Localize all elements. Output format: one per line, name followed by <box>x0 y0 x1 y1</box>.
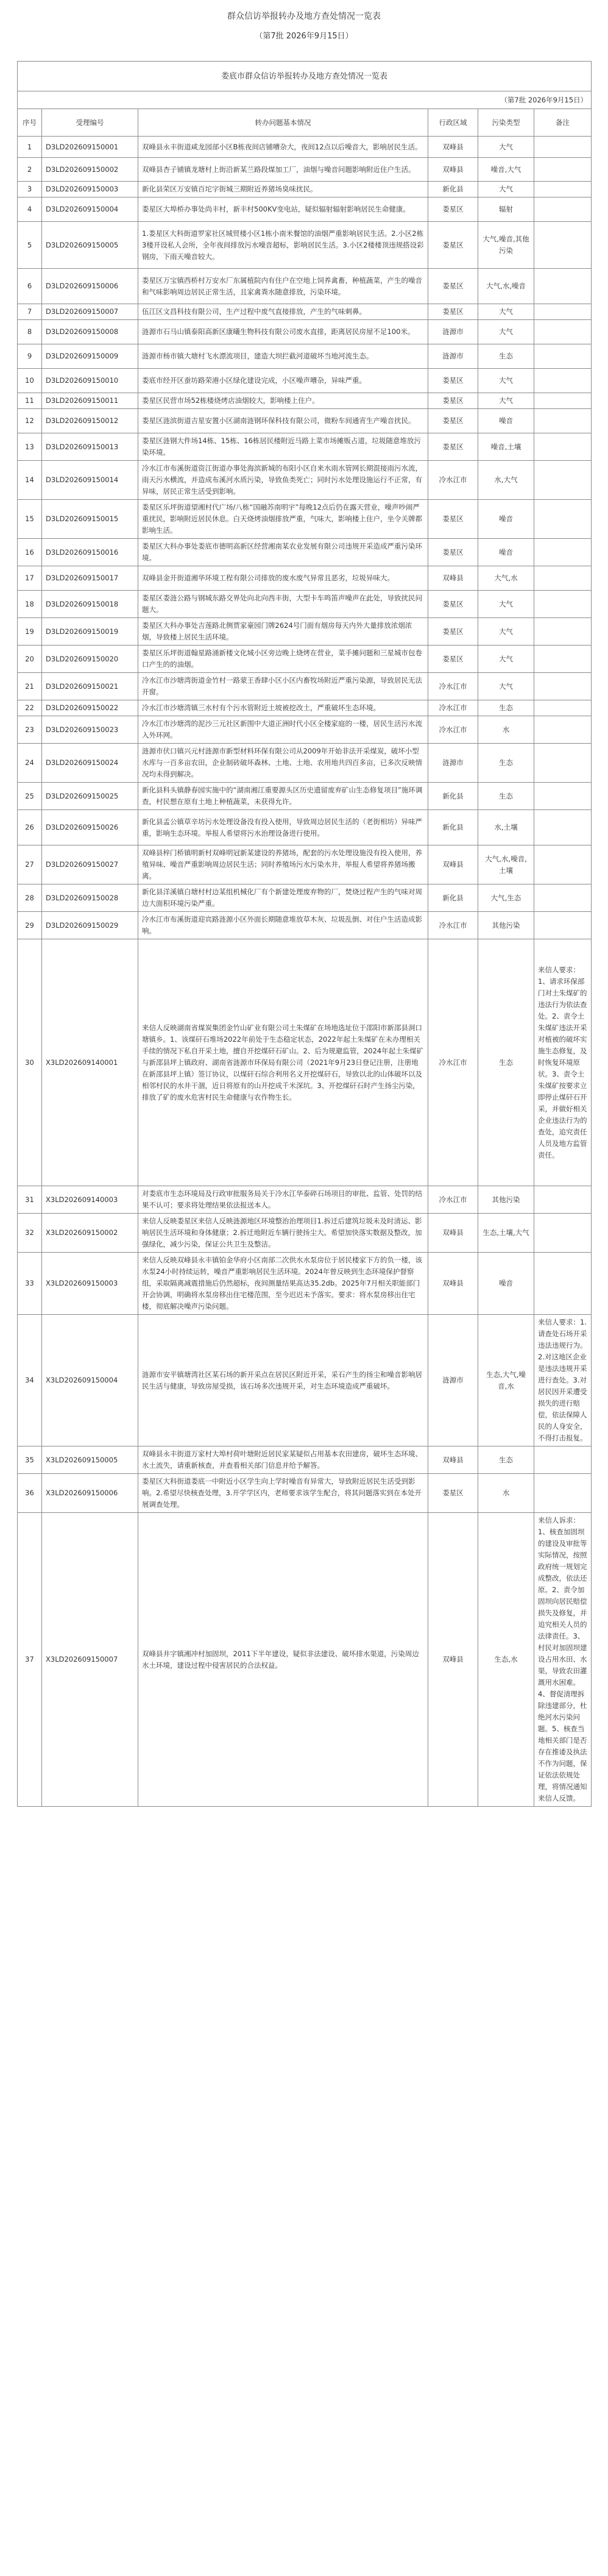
cell-note <box>534 700 592 716</box>
table-row <box>18 304 592 320</box>
cell-type: 噪音 <box>478 1253 534 1315</box>
header-id: 受理编号 <box>42 109 138 137</box>
cell-region: 冷水江市 <box>428 461 478 500</box>
cell-type: 大气,水,噪音 <box>478 269 534 304</box>
cell-note <box>534 269 592 304</box>
cell-content: 涟源市杨市镇大塘村飞水漂流项目，建造大坝拦截河道破坏当地河流生态。 <box>138 344 428 369</box>
cell-no: 24 <box>18 744 42 783</box>
header-region: 行政区域 <box>428 109 478 137</box>
cell-note: 来信人要求：1.请查处石场开采违法违规行为。2.对这地区企业是违法违规开采进行查处。3.对居民因开采遭受损失的进行赔偿，依法保障人民的人身安全，不得打击报复。 <box>534 1315 592 1446</box>
table-issue: （第7批 2026年9月15日） <box>18 91 592 109</box>
cell-type: 大气,生态 <box>478 884 534 912</box>
cell-no: 17 <box>18 566 42 591</box>
table-row <box>18 182 592 197</box>
cell-content: 娄星区大埠桥办事处尚丰村，新丰村500KV变电站，疑似辐射辐射影响居民生命健康。 <box>138 197 428 222</box>
cell-type: 噪音 <box>478 409 534 433</box>
cell-id: D3LD202609150001 <box>42 137 138 158</box>
cell-note <box>534 409 592 433</box>
cell-region: 冷水江市 <box>428 700 478 716</box>
cell-id: D3LD202609150002 <box>42 158 138 182</box>
cell-region: 娄星区 <box>428 618 478 646</box>
cell-no: 30 <box>18 939 42 1186</box>
table-row <box>18 783 592 810</box>
cell-content: 涟源市伏口镇兴元村涟源市新型材料环保有限公司从2009年开始非法开采煤炭，破坏小型水库与一百多亩农田，企业制砖破坏森林、土地、土地、农用地共四百多亩，已多次反映情况均未得到解决。 <box>138 744 428 783</box>
cell-id: D3LD202609150026 <box>42 810 138 845</box>
cell-region: 娄星区 <box>428 591 478 618</box>
complaints-table <box>17 61 592 1807</box>
cell-note <box>534 393 592 409</box>
cell-type: 噪音,土壤 <box>478 433 534 461</box>
table-row <box>18 320 592 344</box>
cell-id: D3LD202609150020 <box>42 646 138 673</box>
cell-type: 生态 <box>478 344 534 369</box>
table-issue-row <box>18 91 592 109</box>
cell-id: D3LD202609150021 <box>42 673 138 700</box>
cell-no: 31 <box>18 1186 42 1214</box>
cell-region: 涟源市 <box>428 320 478 344</box>
table-body <box>18 62 592 1807</box>
cell-type: 大气 <box>478 304 534 320</box>
cell-note <box>534 158 592 182</box>
table-row <box>18 393 592 409</box>
cell-content: 娄星区大科办事处娄底市德明高新区经营湘南某农业发展有限公司违规开采造成严重污染环境。 <box>138 539 428 566</box>
table-row <box>18 1474 592 1513</box>
cell-region: 娄星区 <box>428 304 478 320</box>
cell-note <box>534 912 592 939</box>
cell-note <box>534 673 592 700</box>
cell-type: 生态 <box>478 700 534 716</box>
cell-note <box>534 197 592 222</box>
table-row <box>18 845 592 884</box>
cell-region: 娄星区 <box>428 269 478 304</box>
cell-note <box>534 591 592 618</box>
cell-note <box>534 845 592 884</box>
table-row <box>18 673 592 700</box>
cell-no: 13 <box>18 433 42 461</box>
cell-id: D3LD202609150028 <box>42 884 138 912</box>
cell-note <box>534 344 592 369</box>
cell-id: D3LD202609150029 <box>42 912 138 939</box>
cell-id: X3LD202609150007 <box>42 1513 138 1807</box>
cell-type: 其他污染 <box>478 912 534 939</box>
cell-region: 冷水江市 <box>428 912 478 939</box>
cell-no: 4 <box>18 197 42 222</box>
cell-content: 来信人反映双峰县永丰镇铂金华府小区南部二次供水水泵房位于居民楼家下方的负一楼，该水泵24小时持续运转，噪音严重影响居民生活环境。2024年曾反映到生态环境保护督察组，采取隔离减震措施后仍然超标，夜间测量结果高达35.2db。2025年7月相关职能部门开会协调，明确将水泵房移出住宅楼范围，至今迟迟未予落实。要求：将水泵房移出住宅楼，彻底解决噪声污染问题。 <box>138 1253 428 1315</box>
table-row <box>18 1446 592 1474</box>
table-row <box>18 1513 592 1807</box>
cell-id: D3LD202609150014 <box>42 461 138 500</box>
cell-note <box>534 1474 592 1513</box>
document-title: 群众信访举报转办及地方查处情况一览表 <box>227 12 381 21</box>
cell-type: 生态 <box>478 1446 534 1474</box>
cell-content: 涟源市石马山镇泰阳高新区康曦生物科技有限公司废水直排，距离居民房屋不足100米。 <box>138 320 428 344</box>
cell-region: 娄星区 <box>428 369 478 393</box>
cell-no: 16 <box>18 539 42 566</box>
cell-id: D3LD202609150015 <box>42 500 138 539</box>
cell-no: 26 <box>18 810 42 845</box>
cell-note <box>534 222 592 269</box>
cell-no: 18 <box>18 591 42 618</box>
cell-note <box>534 1186 592 1214</box>
table-row <box>18 158 592 182</box>
cell-note: 来信人要求：1、请求环保部门对土朱煤矿的违法行为依法查处。2、责令土朱煤矿违法开采对植被的破坏实施生态修复，及时恢复环境原状。3、责令土朱煤矿按要求立即停止煤矸石开采，并做好相关企业违法行为的查处，追究责任人员及地方监管责任。 <box>534 939 592 1186</box>
table-row <box>18 646 592 673</box>
cell-no: 23 <box>18 716 42 744</box>
cell-no: 27 <box>18 845 42 884</box>
cell-region: 双峰县 <box>428 845 478 884</box>
cell-content: 新化县科头镇静春园实施中的“湖南湘江重要源头区历史遗留废弃矿山生态修复项目”施环调查，村民想在原有土地上种植蔬菜，未获得允许。 <box>138 783 428 810</box>
cell-content: 双峰县永丰街道万家村大埠村荷叶塘附近居民家某疑似占用基本农田建房，破坏生态环境、水土流失，请重新核查，并查看相关部门信息并给予解答。 <box>138 1446 428 1474</box>
cell-note <box>534 182 592 197</box>
table-row <box>18 409 592 433</box>
cell-no: 7 <box>18 304 42 320</box>
cell-content: 双峰县井字镇湘冲村加固坝，2011下半年建设，疑似非法建设、破坏排水渠道，污染周边水土环境，建设过程中侵害居民的合法权益。 <box>138 1513 428 1807</box>
table-row <box>18 912 592 939</box>
cell-type: 噪音 <box>478 500 534 539</box>
cell-type: 其他污染 <box>478 1186 534 1214</box>
cell-region: 双峰县 <box>428 1446 478 1474</box>
cell-type: 水 <box>478 1474 534 1513</box>
cell-note <box>534 369 592 393</box>
cell-id: X3LD202609150005 <box>42 1446 138 1474</box>
table-row <box>18 433 592 461</box>
cell-no: 33 <box>18 1253 42 1315</box>
cell-content: 来信人反映娄星区来信人反映涟源地区环境整治治理项目1.拆迁后建筑垃圾未及时清运、影响居民生活环境和身体健康；2.拆迁地附近车辆行驶扬尘大。希望加快落实数据及整改，加强绿化，减少污染，保证公共卫生及整洁。 <box>138 1214 428 1253</box>
cell-id: D3LD202609150017 <box>42 566 138 591</box>
cell-id: X3LD202609150003 <box>42 1253 138 1315</box>
cell-content: 娄底市经开区蚕坊路荣港小区绿化建设完成，小区噪声嘈杂，异味严重。 <box>138 369 428 393</box>
table-row <box>18 1186 592 1214</box>
cell-type: 生态 <box>478 783 534 810</box>
header-note: 备注 <box>534 109 592 137</box>
cell-region: 娄星区 <box>428 393 478 409</box>
table-row <box>18 618 592 646</box>
header-no: 序号 <box>18 109 42 137</box>
table-caption: 娄底市群众信访举报转办及地方查处情况一览表 <box>18 62 592 91</box>
cell-no: 12 <box>18 409 42 433</box>
cell-note <box>534 716 592 744</box>
cell-type: 噪音,大气 <box>478 158 534 182</box>
cell-note <box>534 1214 592 1253</box>
cell-content: 娄星区大科街道娄底一中附近小区学生向上学时噪音有异常大，导致附近居民生活受到影响。2.希望尽快核查处理，3.开学学区内，老师要求该学生配合，将其问题落实到在本处开展调查处理。 <box>138 1474 428 1513</box>
cell-note: 来信人诉求：1、核查加固坝的建设及审批等实际情况，按照政府统一规划完成整改，依法还原。2、责令加固坝向居民赔偿损失及修复，并追究相关人员的法律责任。3、村民对加固坝建设占用水田、水渠，导致农田灌溉用水困难。4、督促清理拆除违建部分，杜绝河水污染问题。5、核查当地相关部门是否存在推诿及执法不作为问题，保证依法依规处理，将情况通知来信人反馈。 <box>534 1513 592 1807</box>
table-row <box>18 500 592 539</box>
cell-note <box>534 744 592 783</box>
cell-id: D3LD202609150025 <box>42 783 138 810</box>
cell-type: 大气 <box>478 591 534 618</box>
cell-id: X3LD202609150006 <box>42 1474 138 1513</box>
cell-content: 娄星区乐坪街道望湘村代广场/八栋“国融苏南明宇”每晚12点后仍在露天营业，噪声吵闹严重扰民，影响附近居民休息。白天烧烤油烟排放严重，气味大，影响楼上住户，坐令关牌都影响生活。 <box>138 500 428 539</box>
cell-region: 新化县 <box>428 783 478 810</box>
cell-content: 冷水江市布溪街道迎宾路涟源小区外面长期随意堆放草木灰、垃圾乱倒、对住户生活造成影响。 <box>138 912 428 939</box>
cell-no: 35 <box>18 1446 42 1474</box>
cell-content: 娄星区民营市场52栋楼烧烤店油烟较大，影响楼上住户。 <box>138 393 428 409</box>
table-row <box>18 197 592 222</box>
cell-id: D3LD202609150003 <box>42 182 138 197</box>
cell-no: 21 <box>18 673 42 700</box>
header-content: 转办问题基本情况 <box>138 109 428 137</box>
cell-content: 娄星区乐坪街道翰星路涌新楼文化城小区旁边晚上烧烤在营业，菜手摊问题和三星城市包卷口产生的的油烟。 <box>138 646 428 673</box>
cell-content: 涟源市安平镇塘湾社区某石场的新开采点在居民区附近开采，采石产生的扬尘和噪音影响居民生活与健康，导致房屋受损，该石场多次违规开采，对生态环境造成严重破坏。 <box>138 1315 428 1446</box>
cell-region: 娄星区 <box>428 646 478 673</box>
cell-content: 娄星区大科办事处吉莲路北侧贾家豪园门牌2624号门面有烟房每天内外大量排放浓烟浓烟，导致楼上居民生活环境。 <box>138 618 428 646</box>
cell-note <box>534 1253 592 1315</box>
cell-region: 双峰县 <box>428 137 478 158</box>
table-row <box>18 591 592 618</box>
cell-id: D3LD202609150008 <box>42 320 138 344</box>
cell-type: 水 <box>478 716 534 744</box>
cell-note <box>534 320 592 344</box>
table-row <box>18 1214 592 1253</box>
cell-note <box>534 810 592 845</box>
cell-no: 29 <box>18 912 42 939</box>
cell-content: 冷水江市布溪街道资江街道办事处海滨新城的布阳小区自来水雨水管网长期混接雨污水流，雨天污水横流，并造成布溪河水质污染，导致鱼类死亡；同时污水处理设施运行不正常，有异味，居民正常生活受到影响。 <box>138 461 428 500</box>
cell-region: 涟源市 <box>428 344 478 369</box>
table-row <box>18 566 592 591</box>
cell-id: D3LD202609150016 <box>42 539 138 566</box>
cell-region: 冷水江市 <box>428 1186 478 1214</box>
table-row <box>18 344 592 369</box>
table-row <box>18 222 592 269</box>
cell-id: D3LD202609150010 <box>42 369 138 393</box>
cell-type: 水,土壤 <box>478 810 534 845</box>
table-row <box>18 1315 592 1446</box>
cell-region: 冷水江市 <box>428 716 478 744</box>
cell-id: X3LD202609140001 <box>42 939 138 1186</box>
cell-no: 8 <box>18 320 42 344</box>
cell-content: 对娄底市生态环境局及行政审批服务局关于冷水江华泰碎石场项目的审批、监管、处罚的结果不认可；要求将处理结果依法报送本人。 <box>138 1186 428 1214</box>
cell-no: 9 <box>18 344 42 369</box>
cell-type: 大气 <box>478 137 534 158</box>
cell-note <box>534 618 592 646</box>
cell-content: 新化县洋溪镇白塘村村边某组机械化厂有个新建处理废弃物的厂，焚烧过程产生的气味对周边大面积环境污染严重。 <box>138 884 428 912</box>
cell-no: 11 <box>18 393 42 409</box>
cell-region: 娄星区 <box>428 1474 478 1513</box>
cell-no: 28 <box>18 884 42 912</box>
cell-region: 新化县 <box>428 884 478 912</box>
cell-no: 20 <box>18 646 42 673</box>
cell-content: 伍江区文昌科技有限公司，生产过程中废气直接排放，产生的气味刺鼻。 <box>138 304 428 320</box>
cell-id: D3LD202609150023 <box>42 716 138 744</box>
cell-note <box>534 1446 592 1474</box>
cell-content: 双峰县金开街道湘华环境工程有限公司排放的废水废气异常且恶劣，垃圾异味大。 <box>138 566 428 591</box>
cell-no: 19 <box>18 618 42 646</box>
cell-type: 生态,水 <box>478 1513 534 1807</box>
cell-region: 娄星区 <box>428 222 478 269</box>
cell-note <box>534 304 592 320</box>
cell-content: 娄星区娄涟公路与钢城东路交界处向北向西丰街，大型卡车鸣笛声噪声在此处，导致扰民问题大。 <box>138 591 428 618</box>
cell-content: 1.娄星区大科街道罗家社区城贸楼小区1栋小南米餐馆的油烟严重影响居民生活。2.小区2栋3楼开设私人会所，全年夜间排放污水噪音超标，影响居民生活。3.小区2楼楼顶违规搭设彩钢房，下雨天噪音较大。 <box>138 222 428 269</box>
cell-id: D3LD202609150004 <box>42 197 138 222</box>
cell-id: D3LD202609150005 <box>42 222 138 269</box>
cell-no: 6 <box>18 269 42 304</box>
cell-id: X3LD202609140003 <box>42 1186 138 1214</box>
cell-id: D3LD202609150012 <box>42 409 138 433</box>
cell-note <box>534 884 592 912</box>
cell-no: 34 <box>18 1315 42 1446</box>
cell-no: 5 <box>18 222 42 269</box>
cell-id: D3LD202609150006 <box>42 269 138 304</box>
table-row <box>18 369 592 393</box>
cell-id: D3LD202609150007 <box>42 304 138 320</box>
cell-no: 15 <box>18 500 42 539</box>
cell-type: 大气,噪音,其他污染 <box>478 222 534 269</box>
cell-content: 双峰县永丰街道咸龙园部小区B栋夜间店铺嘈杂大，夜间12点以后噪音大，影响居民生活。 <box>138 137 428 158</box>
cell-type: 生态,土壤,大气 <box>478 1214 534 1253</box>
cell-type: 大气 <box>478 369 534 393</box>
cell-type: 大气 <box>478 393 534 409</box>
cell-region: 涟源市 <box>428 744 478 783</box>
cell-no: 37 <box>18 1513 42 1807</box>
cell-id: D3LD202609150013 <box>42 433 138 461</box>
cell-id: X3LD202609150002 <box>42 1214 138 1253</box>
table-caption-row <box>18 62 592 91</box>
cell-id: X3LD202609150004 <box>42 1315 138 1446</box>
cell-type: 大气,水 <box>478 566 534 591</box>
cell-region: 娄星区 <box>428 197 478 222</box>
cell-region: 新化县 <box>428 182 478 197</box>
cell-id: D3LD202609150018 <box>42 591 138 618</box>
cell-no: 36 <box>18 1474 42 1513</box>
table-header-row <box>18 109 592 137</box>
cell-region: 双峰县 <box>428 158 478 182</box>
table-row <box>18 939 592 1186</box>
document-issue: （第7批 2026年9月15日） <box>255 32 353 41</box>
table-row <box>18 810 592 845</box>
cell-content: 娄星区涟滨街道吉星安置小区湖南涟钢环保科技有限公司，微粉车间通宵生产噪音扰民。 <box>138 409 428 433</box>
table-row <box>18 461 592 500</box>
cell-no: 1 <box>18 137 42 158</box>
table-row <box>18 137 592 158</box>
cell-no: 2 <box>18 158 42 182</box>
cell-region: 娄星区 <box>428 433 478 461</box>
cell-no: 22 <box>18 700 42 716</box>
complaints-table-container <box>17 61 591 1807</box>
cell-region: 冷水江市 <box>428 939 478 1186</box>
cell-note <box>534 566 592 591</box>
cell-note <box>534 646 592 673</box>
cell-content: 来信人反映湖南省煤炭集团金竹山矿业有限公司土朱煤矿在场地选址位于邵阳市新邵县洞口塘镇乡。1、该煤矸石堆场2022年前处于生态稳定状态，2022年起土朱煤矿在未办理相关手续的情况下私自开采土地，擅自开挖煤矸石矿山。2、后为规避监管，2024年起土朱煤矿与新邵县坪上镇政府、湖南省涟源市环保局有限公司（2021年9月23日登记注册，注册地在新邵县坪上镇）签订协议，以煤矸石综合利用名义开挖煤矸石，导致以北的山体破坏以及相邻村民的水井干涸，近日将原有的山开挖成千米深坑。3、开挖煤矸石时产生扬尘污染，排放了矿的废水危害村民生命健康与农作物生长。 <box>138 939 428 1186</box>
cell-note <box>534 539 592 566</box>
cell-id: D3LD202609150009 <box>42 344 138 369</box>
cell-type: 大气,水,噪音,土壤 <box>478 845 534 884</box>
cell-type: 生态 <box>478 744 534 783</box>
cell-content: 冷水江市沙塘湾的泥沙三元社区新围中大道正洲时代小区全楼家庭的一楼，居民生活污水流入外环网。 <box>138 716 428 744</box>
cell-no: 10 <box>18 369 42 393</box>
cell-id: D3LD202609150027 <box>42 845 138 884</box>
cell-type: 生态,大气,噪音,水 <box>478 1315 534 1446</box>
cell-content: 新化县孟公镇草辛坊污水处理设备没有投入使用，导致周边居民生活的（老街相坊）异味严重，影响生态环境。举报人希望将污水治理设备进行使用。 <box>138 810 428 845</box>
cell-content: 新化县荣区万安镇百坨字街城三期附近养猪场臭味扰民。 <box>138 182 428 197</box>
cell-region: 娄星区 <box>428 500 478 539</box>
cell-content: 双峰县杏子铺镇龙塘村上街沿新某兰路段煤加工厂，油烟与噪音问题影响附近住户生活。 <box>138 158 428 182</box>
cell-id: D3LD202609150022 <box>42 700 138 716</box>
cell-content: 双峰县梓门桥镇明新村双峰明冠新某建设的养猪场，配套的污水处理设施没有投入使用，养殖异味、噪音严重影响周边居民生活；同时养殖场污水污染水井，举报人希望将养猪场搬离。 <box>138 845 428 884</box>
cell-note <box>534 783 592 810</box>
cell-no: 32 <box>18 1214 42 1253</box>
cell-region: 冷水江市 <box>428 673 478 700</box>
table-row <box>18 269 592 304</box>
cell-type: 大气 <box>478 673 534 700</box>
cell-region: 双峰县 <box>428 1214 478 1253</box>
cell-type: 大气 <box>478 618 534 646</box>
cell-note <box>534 433 592 461</box>
cell-id: D3LD202609150011 <box>42 393 138 409</box>
cell-type: 大气 <box>478 320 534 344</box>
table-row <box>18 539 592 566</box>
cell-type: 大气 <box>478 646 534 673</box>
cell-content: 冷水江市沙塘湾街道金竹村一路蒙王香肆小区小区内畜牧场附近严重污染源，导致居民无法开窗。 <box>138 673 428 700</box>
table-row <box>18 744 592 783</box>
cell-type: 生态 <box>478 939 534 1186</box>
cell-region: 涟源市 <box>428 1315 478 1446</box>
cell-type: 噪音 <box>478 539 534 566</box>
cell-region: 娄星区 <box>428 539 478 566</box>
cell-region: 双峰县 <box>428 1513 478 1807</box>
cell-no: 3 <box>18 182 42 197</box>
table-row <box>18 700 592 716</box>
cell-type: 大气 <box>478 182 534 197</box>
cell-content: 冷水江市沙塘湾镇三水村有个污水管附近土坡被挖改土，严重破坏生态环境。 <box>138 700 428 716</box>
cell-id: D3LD202609150024 <box>42 744 138 783</box>
cell-no: 14 <box>18 461 42 500</box>
table-row <box>18 1253 592 1315</box>
cell-region: 双峰县 <box>428 566 478 591</box>
cell-type: 水,大气 <box>478 461 534 500</box>
table-row <box>18 716 592 744</box>
cell-region: 双峰县 <box>428 1253 478 1315</box>
cell-region: 娄星区 <box>428 409 478 433</box>
cell-content: 娄星区万宝镇西桥村万安水厂东属植院内有住户在空地上饲养禽畜，种植蔬菜，产生的噪音和气味影响周边居民正常生活，且家禽粪水随意排放，污染环境。 <box>138 269 428 304</box>
cell-note <box>534 500 592 539</box>
table-row <box>18 884 592 912</box>
header-type: 污染类型 <box>478 109 534 137</box>
cell-content: 娄星区涟钢大件场14栋、15栋、16栋居民楼附近马路上菜市场摊贩占道，垃圾随意堆放污染环境。 <box>138 433 428 461</box>
cell-id: D3LD202609150019 <box>42 618 138 646</box>
cell-note <box>534 137 592 158</box>
cell-no: 25 <box>18 783 42 810</box>
cell-note <box>534 461 592 500</box>
cell-type: 辐射 <box>478 197 534 222</box>
cell-region: 新化县 <box>428 810 478 845</box>
